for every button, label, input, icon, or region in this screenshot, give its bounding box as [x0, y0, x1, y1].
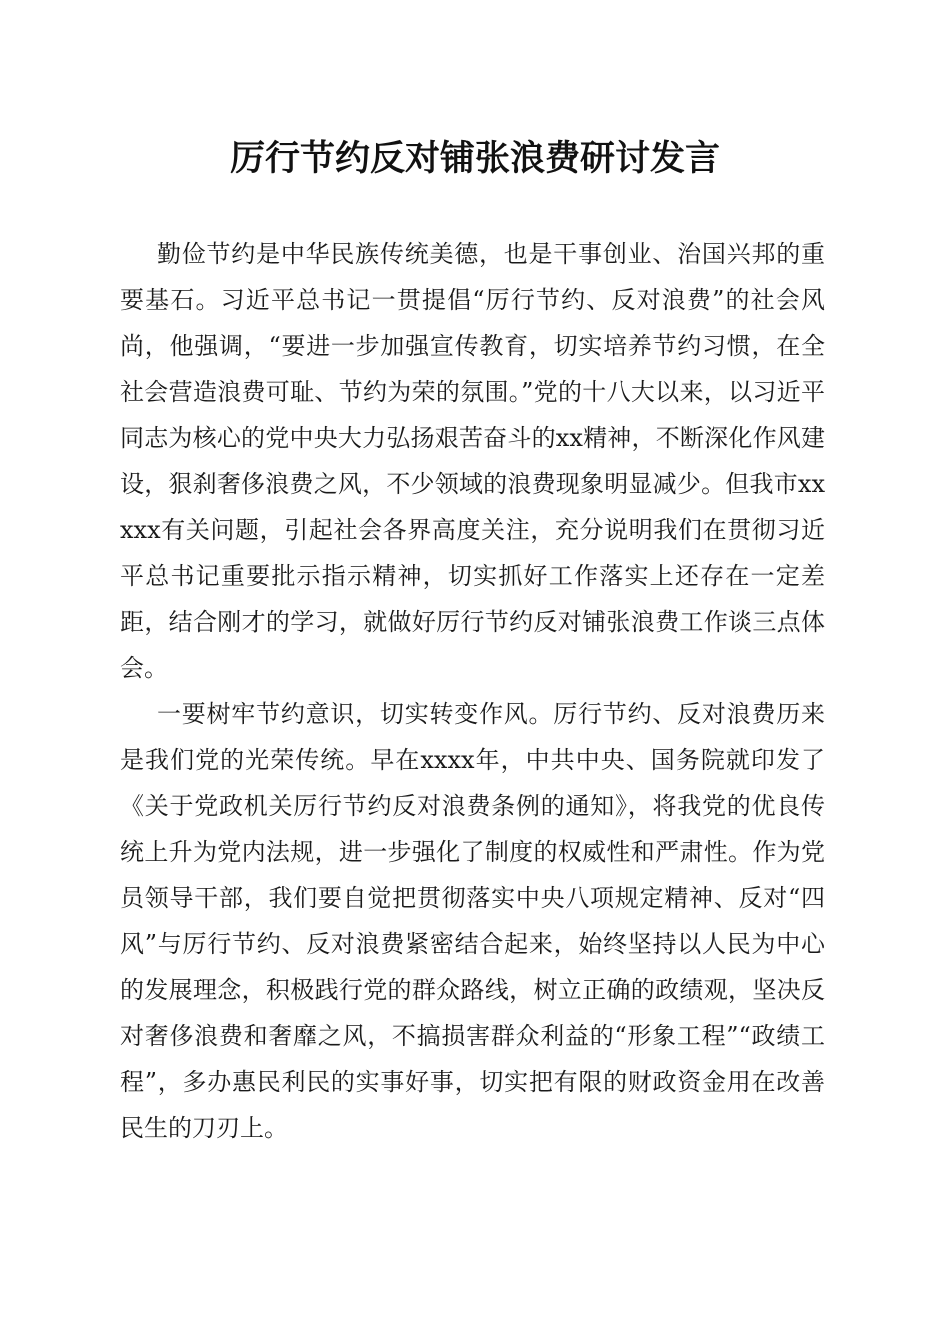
document-body — [120, 231, 825, 1151]
paragraph-point-one: 一要树牢节约意识，切实转变作风。厉行节约、反对浪费历来是我们党的光荣传统。早在xxxx年，中共中央、国务院就印发了《关于党政机关厉行节约反对浪费条例的通知》，将我党的优良传统上升为党内法规，进一步强化了制度的权威性和严肃性。作为党员领导干部，我们要自觉把贯彻落实中央八项规定精神、反对“四风”与厉行节约、反对浪费紧密结合起来，始终坚持以人民为中心的发展理念，积极践行党的群众路线，树立正确的政绩观，坚决反对奢侈浪费和奢靡之风，不搞损害群众利益的“形象工程”“政绩工程”，多办惠民利民的实事好事，切实把有限的财政资金用在改善民生的刀刃上。 — [120, 700, 825, 1142]
document-title: 厉行节约反对铺张浪费研讨发言 — [229, 138, 720, 179]
paragraph-intro: 勤俭节约是中华民族传统美德，也是干事创业、治国兴邦的重要基石。习近平总书记一贯提倡“厉行节约、反对浪费”的社会风尚，他强调，“要进一步加强宣传教育，切实培养节约习惯，在全社会营造浪费可耻、节约为荣的氛围。”党的十八大以来，以习近平同志为核心的党中央大力弘扬艰苦奋斗的xx精神，不断深化作风建设，狠刹奢侈浪费之风，不少领域的浪费现象明显减少。但我市xxxxx有关问题，引起社会各界高度关注，充分说明我们在贯彻习近平总书记重要批示指示精神，切实抓好工作落实上还存在一定差距，结合刚才的学习，就做好厉行节约反对铺张浪费工作谈三点体会。 — [120, 240, 825, 682]
